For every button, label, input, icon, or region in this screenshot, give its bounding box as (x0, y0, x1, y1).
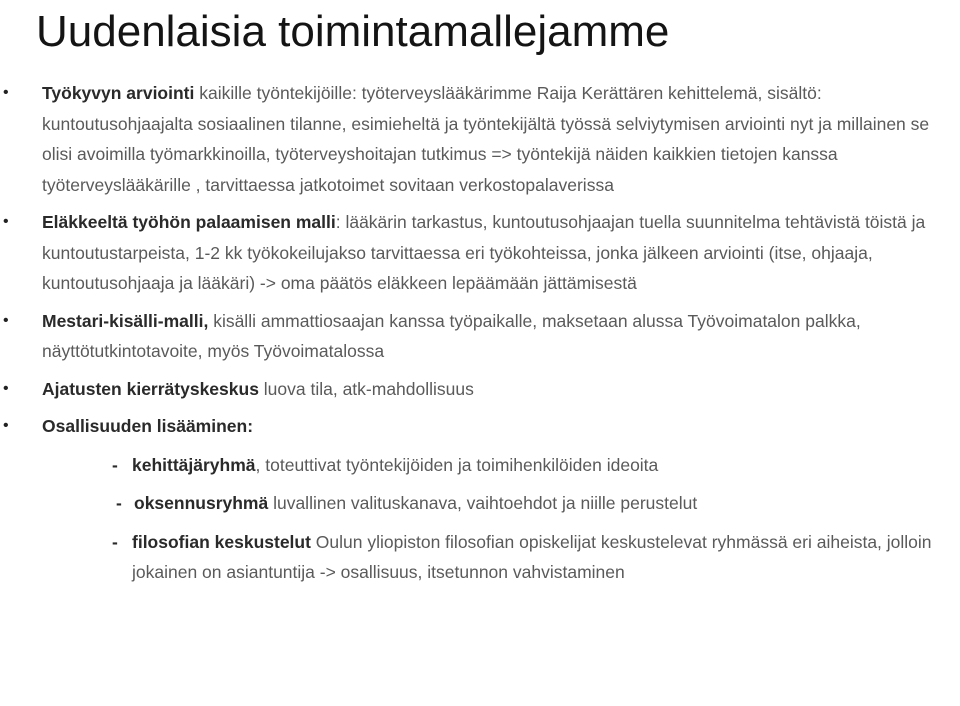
bullet-item-tyokyvyn-arviointi (0, 78, 960, 200)
sub-item-dash: - (116, 493, 122, 513)
bullet-dot-icon: • (3, 213, 9, 230)
slide-title: Uudenlaisia toimintamallejamme (36, 7, 670, 56)
bullet-text: kisälli ammattiosaajan kanssa työpaikalle, maksetaan alussa Työvoimatalon palkka, näyttötutkintotavoite, myös Työvoimatalossa (42, 310, 861, 361)
sub-item-dash: - (112, 454, 118, 475)
bullet-dot-icon: • (3, 379, 9, 397)
bullet-dot-icon: • (3, 84, 9, 101)
bullet-dot-icon: • (3, 417, 9, 434)
sub-item-text: Oulun yliopiston filosofian opiskelijat keskustelevat ryhmässä eri aiheista, jolloin jokainen on asiantuntija -> osallisuus, itsetunnon vahvistaminen (132, 531, 932, 582)
sub-item-kehittajaryhma (42, 450, 952, 481)
bullet-heading: Työkyvyn arviointi (42, 83, 195, 103)
bullet-item-mestari-kisalli (0, 306, 960, 367)
sub-item-heading: filosofian keskustelut (132, 531, 311, 552)
bullet-text: kaikille työntekijöille: työterveyslääkärimme Raija Kerättären kehittelemä, sisältö: kuntoutusohjaajalta sosiaalinen tilanne, esimieheltä ja työntekijältä työssä selviytymisen arviointi nyt ja millainen se olisi avoimilla työmarkkinoilla, työterveyshoitajan tutkimus => työntekijä näiden kaikkien tietojen kanssa työterveyslääkärille , tarvittaessa jatkotoimet sovitaan verkostopalaverissa (42, 83, 930, 195)
bullet-dot-icon: • (3, 311, 9, 329)
sub-item-text: luvallinen valituskanava, vaihtoehdot ja niille perustelut (268, 493, 698, 513)
bullet-heading: Osallisuuden lisääminen: (42, 416, 254, 436)
sub-item-heading: kehittäjäryhmä (132, 454, 256, 475)
sub-list (42, 450, 952, 588)
bullet-item-osallisuuden-lisaaminen (0, 411, 960, 588)
bullet-text: : lääkärin tarkastus, kuntoutusohjaajan tuella suunnitelma tehtävistä töistä ja kuntoutustarpeista, 1-2 kk työkokeilujakso tarvittaessa eri työkohteissa, jonka jälkeen arviointi (itse, ohjaaja, kuntoutusohjaaja ja lääkäri) -> oma päätös eläkkeen lepäämään jättämisestä (42, 212, 926, 293)
bullet-list (0, 78, 960, 588)
sub-item-oksennusryhma (42, 488, 952, 519)
sub-item-dash: - (112, 531, 118, 552)
sub-item-text: , toteuttivat työntekijöiden ja toimihenkilöiden ideoita (255, 454, 659, 475)
bullet-item-ajatusten-kierratyskeskus (0, 374, 960, 405)
bullet-heading: Mestari-kisälli-malli, (42, 310, 209, 331)
sub-item-filosofian-keskustelut (42, 527, 952, 588)
bullet-item-elakkeelta-tyohon (0, 207, 960, 299)
sub-item-heading: oksennusryhmä (134, 493, 269, 513)
bullet-heading: Eläkkeeltä työhön palaamisen malli (42, 212, 336, 232)
bullet-text: luova tila, atk-mahdollisuus (258, 378, 474, 399)
bullet-heading: Ajatusten kierrätyskeskus (42, 378, 259, 399)
